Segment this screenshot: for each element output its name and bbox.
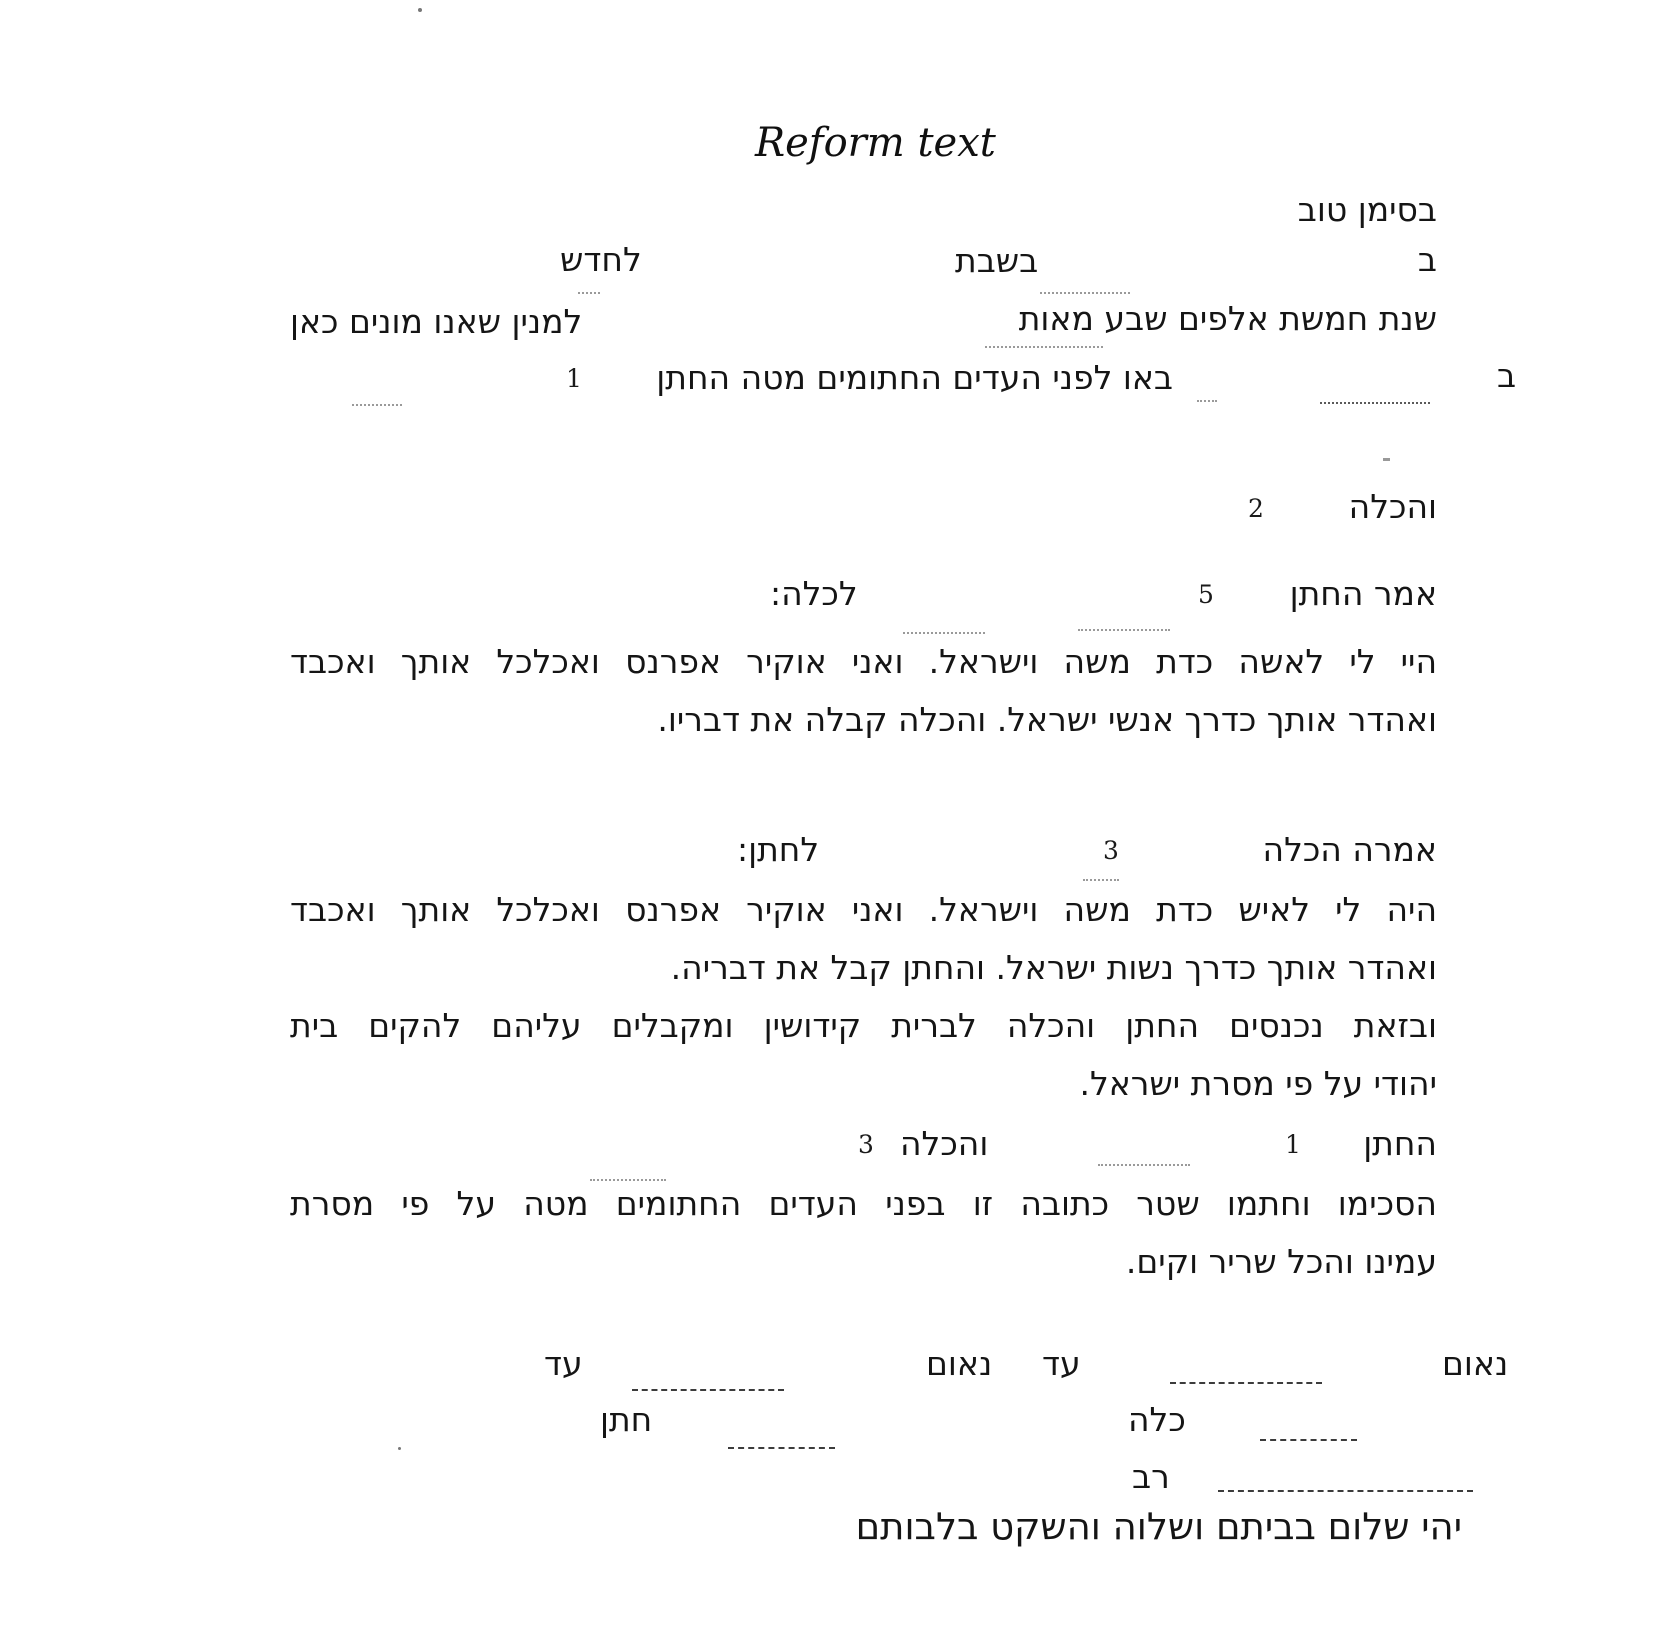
bride-says-note-number: 3 (1103, 836, 1119, 865)
groom-note-number: 1 (566, 364, 582, 393)
groom-name-fill-blank-2 (1083, 879, 1119, 881)
covenant-line-2: יהודי על פי מסרת ישראל. (1079, 1064, 1437, 1103)
year-text: שנת חמשת אלפים שבע מאות (1018, 299, 1437, 338)
groom-declaration-label: אמר החתן (1289, 574, 1437, 613)
groom-vow-line-1: היי לי לאשה כדת משה וישראל. ואני אוקיר אפרנס ואכלכל אותך ואכבד (290, 642, 1437, 681)
counting-phrase: למנין שאנו מונים כאן (290, 302, 583, 341)
blessing-line: יהי שלום בביתם ושלוה והשקט בלבותם (855, 1505, 1462, 1548)
rabbi-signature-label: רב (1132, 1457, 1170, 1496)
covenant-line-1: ובזאת נכנסים החתן והכלה לברית קידושין ומקבלים עליהם להקים בית (290, 1006, 1437, 1045)
to-bride-label: לכלה: (770, 574, 858, 613)
bride-intro-label: והכלה (1348, 487, 1437, 526)
groom-name-blank (352, 404, 402, 406)
witness1-ed-label: עד (1042, 1344, 1081, 1383)
groom-signature-blank (728, 1447, 835, 1449)
rabbi-signature-blank (1218, 1490, 1473, 1492)
witnesses-came-text: באו לפני העדים החתומים מטה החתן (656, 358, 1173, 397)
groom-signature-label: חתן (600, 1400, 653, 1439)
witness2-signature-blank (632, 1389, 784, 1391)
groom-vow-line-2: ואהדר אותך כדרך אנשי ישראל. והכלה קבלה את דבריו. (657, 700, 1437, 739)
weekday-label: בשבת (955, 241, 1039, 280)
scan-speck (398, 1447, 401, 1450)
day-fill-blank (1040, 292, 1130, 294)
agreement-bride-name-blank (590, 1179, 666, 1181)
groom-name-fill-blank (1078, 629, 1170, 631)
witness1-signature-blank (1170, 1382, 1322, 1384)
document-title: Reform text (755, 120, 996, 166)
scan-speck (418, 8, 422, 12)
month-label: לחדש (560, 240, 642, 279)
bride-signature-blank (1260, 1439, 1357, 1441)
place-fill-blank (1320, 402, 1430, 404)
date-prefix: ב (1417, 240, 1437, 279)
year-fill-blank (985, 346, 1103, 348)
bride-vow-line-2: ואהדר אותך כדרך נשות ישראל. והחתן קבל את דבריה. (670, 948, 1437, 987)
agreement-bride-label: והכלה (900, 1124, 989, 1163)
bride-name-fill-blank (903, 632, 985, 634)
agreement-bride-note: 3 (858, 1130, 874, 1159)
groom-says-note-number: 5 (1198, 580, 1214, 609)
month-fill-blank (578, 292, 600, 294)
agreement-groom-name-blank (1098, 1164, 1190, 1166)
witness2-neum-label: נאום (926, 1344, 993, 1383)
witness1-neum-label: נאום (1442, 1344, 1509, 1383)
to-groom-label: לחתן: (737, 830, 820, 869)
small-fill-blank (1197, 400, 1217, 402)
scan-speck (1383, 458, 1390, 461)
bride-declaration-label: אמרה הכלה (1262, 830, 1437, 869)
bride-vow-line-1: היה לי לאיש כדת משה וישראל. ואני אוקיר אפרנס ואכלכל אותך ואכבד (290, 890, 1437, 929)
agreement-line-2: עמינו והכל שריר וקים. (1125, 1242, 1437, 1281)
agreement-groom-label: החתן (1363, 1124, 1437, 1163)
place-prefix: ב (1497, 356, 1517, 395)
bride-note-number: 2 (1248, 494, 1264, 523)
bride-signature-label: כלה (1128, 1400, 1186, 1439)
siman-tov-line: בסימן טוב (1297, 190, 1437, 229)
agreement-line-1: הסכימו וחתמו שטר כתובה זו בפני העדים החתומים מטה על פי מסרת (290, 1184, 1437, 1223)
agreement-groom-note: 1 (1285, 1130, 1301, 1159)
witness2-ed-label: עד (544, 1344, 583, 1383)
